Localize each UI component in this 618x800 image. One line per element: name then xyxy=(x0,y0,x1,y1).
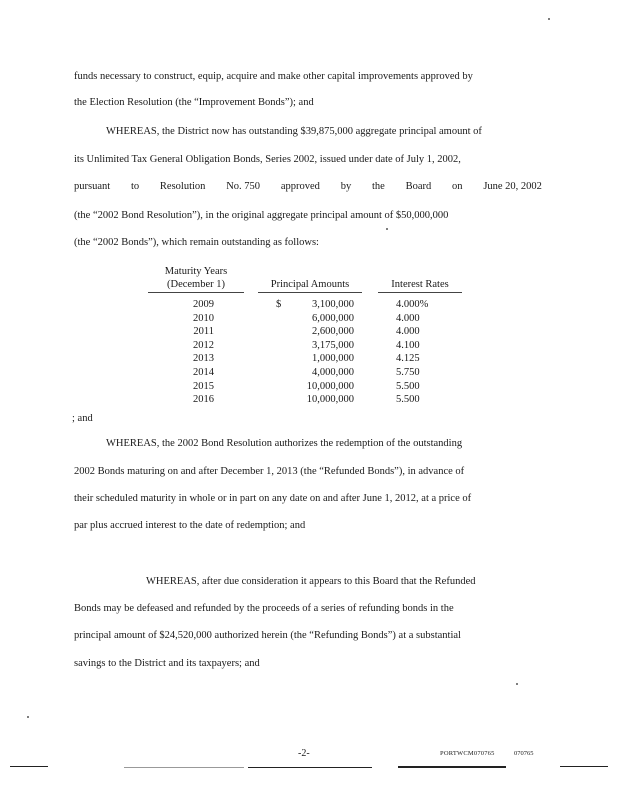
word: Resolution xyxy=(159,181,206,192)
paragraph-line: par plus accrued interest to the date of redemption; and xyxy=(74,520,306,531)
table-cell-amount: 4,000,000 xyxy=(312,366,354,378)
table-cell-year: 2010 xyxy=(193,312,214,324)
header-underline xyxy=(258,292,362,293)
word: by xyxy=(340,181,352,192)
word: on xyxy=(452,181,463,192)
header-december: (December 1) xyxy=(166,279,225,290)
table-cell-rate: 4.000% xyxy=(396,299,429,310)
paragraph-line: their scheduled maturity in whole or in part on any date on and after June 1, 2012, at a price of xyxy=(74,493,472,504)
amounts-column xyxy=(288,298,354,407)
word: approved xyxy=(280,181,320,192)
table-cell-amount: 10,000,000 xyxy=(306,380,354,392)
table-cell-rate: 5.750 xyxy=(396,366,420,378)
table-cell-year: 2016 xyxy=(193,394,214,406)
word: pursuant xyxy=(74,181,111,192)
header-underline xyxy=(378,292,462,293)
years-column xyxy=(180,298,214,407)
table-cell-year: 2009 xyxy=(193,299,214,310)
word: June 20, 2002 xyxy=(483,181,542,192)
header-underline xyxy=(148,292,244,293)
footer-rule xyxy=(124,767,244,768)
header-interest-rates: Interest Rates xyxy=(391,279,449,290)
document-id: PORTWCM070765 xyxy=(440,750,495,757)
paragraph-line: principal amount of $24,520,000 authorized herein (the “Refunding Bonds”) at a substantial xyxy=(74,630,461,641)
table-cell-year: 2011 xyxy=(193,326,214,338)
table-cell-year: 2012 xyxy=(193,339,214,351)
paragraph-line: WHEREAS, the District now has outstanding $39,875,000 aggregate principal amount of xyxy=(106,126,482,137)
paragraph-line: Bonds may be defeased and refunded by the proceeds of a series of refunding bonds in the xyxy=(74,603,454,614)
footer-rule xyxy=(248,767,372,768)
paragraph-line: (the “2002 Bonds”), which remain outstanding as follows: xyxy=(74,237,319,248)
paragraph-line: (the “2002 Bond Resolution”), in the original aggregate principal amount of $50,000,000 xyxy=(74,210,449,221)
paragraph-line: WHEREAS, the 2002 Bond Resolution authorizes the redemption of the outstanding xyxy=(106,438,463,449)
table-cell-amount: 10,000,000 xyxy=(306,394,354,406)
word: No. 750 xyxy=(226,181,261,192)
table-cell-rate: 5.500 xyxy=(396,394,420,406)
table-cell-amount: 2,600,000 xyxy=(312,326,354,338)
table-cell-rate: 4.100 xyxy=(396,339,420,351)
table-cell-amount: 3,175,000 xyxy=(312,339,354,351)
table-cell-rate: 4.125 xyxy=(396,353,420,365)
word: to xyxy=(130,181,140,192)
scan-speck xyxy=(516,683,518,685)
table-cell-rate: 4.000 xyxy=(396,326,420,338)
scan-speck xyxy=(548,18,550,20)
scan-speck xyxy=(27,716,29,718)
document-code: 070765 xyxy=(514,750,534,757)
dollar-sign: $ xyxy=(276,299,282,310)
word: Board xyxy=(405,181,432,192)
table-cell-rate: 4.000 xyxy=(396,312,420,324)
table-cell-year: 2015 xyxy=(193,380,214,392)
paragraph-line: the Election Resolution (the “Improvement Bonds”); and xyxy=(74,97,314,108)
header-maturity-years: Maturity Years xyxy=(164,266,228,277)
table-cell-amount: 3,100,000 xyxy=(312,299,354,310)
table-cell-year: 2013 xyxy=(193,353,214,365)
scan-speck xyxy=(386,228,388,230)
justified-line xyxy=(74,181,542,193)
footer-rule xyxy=(10,766,48,767)
table-cell-amount: 6,000,000 xyxy=(312,312,354,324)
paragraph-line: its Unlimited Tax General Obligation Bonds, Series 2002, issued under date of July 1, 2002, xyxy=(74,154,461,165)
paragraph-line: ; and xyxy=(72,413,93,424)
page-number: -2- xyxy=(298,748,310,759)
footer-rule xyxy=(560,766,608,767)
footer-rule xyxy=(398,766,506,768)
paragraph-line: WHEREAS, after due consideration it appears to this Board that the Refunded xyxy=(146,576,476,587)
table-cell-rate: 5.500 xyxy=(396,380,420,392)
header-principal-amounts: Principal Amounts xyxy=(270,279,350,290)
table-cell-year: 2014 xyxy=(193,366,214,378)
paragraph-line: 2002 Bonds maturing on and after December 1, 2013 (the “Refunded Bonds”), in advance of xyxy=(74,466,465,477)
table-cell-amount: 1,000,000 xyxy=(312,353,354,365)
paragraph-line: savings to the District and its taxpayers; and xyxy=(74,658,260,669)
word: the xyxy=(371,181,385,192)
paragraph-line: funds necessary to construct, equip, acquire and make other capital improvements approved by xyxy=(74,71,473,82)
rates-column xyxy=(396,298,444,407)
